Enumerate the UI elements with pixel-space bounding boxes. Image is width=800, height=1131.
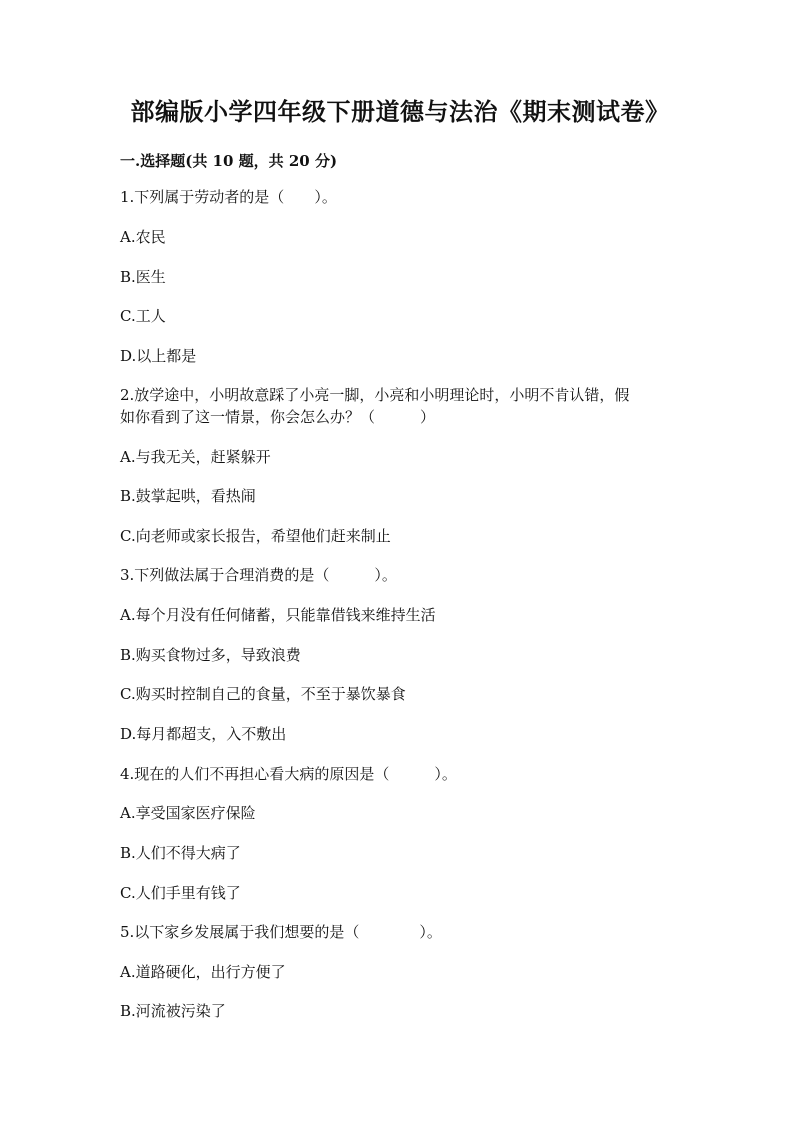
question-1-stem: 1.下列属于劳动者的是（ ）。	[120, 188, 337, 206]
question-2-option-c: C.向老师或家长报告，希望他们赶来制止	[120, 527, 391, 545]
section-heading: 一.选择题(共 10 题，共 20 分)	[120, 152, 338, 170]
question-5-option-a: A.道路硬化，出行方便了	[120, 963, 286, 981]
page-title: 部编版小学四年级下册道德与法治《期末测试卷》	[130, 97, 670, 126]
question-5-option-b: B.河流被污染了	[120, 1002, 226, 1020]
question-2-stem-line-2: 如你看到了这一情景，你会怎么办？（ ）	[120, 408, 436, 426]
question-1-option-d: D.以上都是	[120, 347, 197, 365]
question-3-option-a: A.每个月没有任何储蓄，只能靠借钱来维持生活	[120, 606, 436, 624]
question-1-option-b: B.医生	[120, 268, 166, 286]
question-3-stem: 3.下列做法属于合理消费的是（ ）。	[120, 566, 397, 584]
question-2-stem-line-1: 2.放学途中，小明故意踩了小亮一脚，小亮和小明理论时，小明不肯认错，假	[120, 386, 630, 404]
question-5-stem: 5.以下家乡发展属于我们想要的是（ ）。	[120, 923, 442, 941]
question-4-option-b: B.人们不得大病了	[120, 844, 241, 862]
question-4-option-a: A.享受国家医疗保险	[120, 804, 256, 822]
question-1-option-c: C.工人	[120, 307, 166, 325]
question-3-option-c: C.购买时控制自己的食量，不至于暴饮暴食	[120, 685, 406, 703]
question-4-option-c: C.人们手里有钱了	[120, 884, 241, 902]
question-3-option-d: D.每月都超支，入不敷出	[120, 725, 287, 743]
question-2-option-b: B.鼓掌起哄，看热闹	[120, 487, 256, 505]
question-4-stem: 4.现在的人们不再担心看大病的原因是（ ）。	[120, 765, 457, 783]
question-1-option-a: A.农民	[120, 228, 166, 246]
question-3-option-b: B.购买食物过多，导致浪费	[120, 646, 301, 664]
question-2-option-a: A.与我无关，赶紧躲开	[120, 448, 271, 466]
